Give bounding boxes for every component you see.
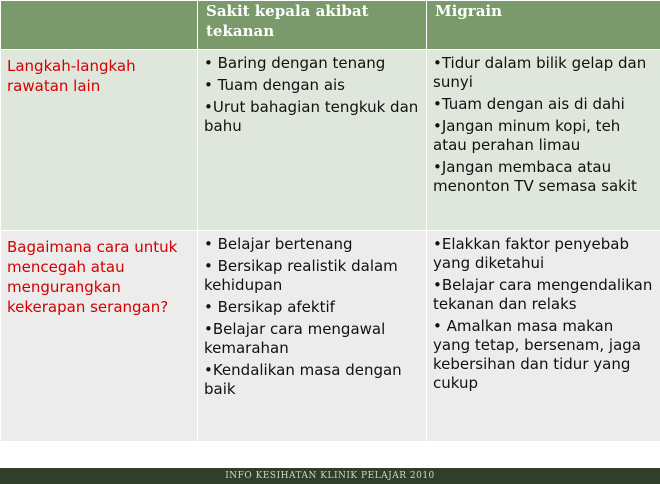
row-label-cell bbox=[1, 50, 198, 231]
header-row bbox=[1, 1, 660, 50]
list-item: •Elakkan faktor penyebab yang diketahui bbox=[433, 235, 630, 272]
list-item: •Jangan membaca atau menonton TV semasa sakit bbox=[433, 158, 637, 195]
row-label-cell bbox=[1, 231, 198, 442]
header-tension-headache: Sakit kepala akibat tekanan bbox=[206, 2, 369, 40]
list-item: • Baring dengan tenang bbox=[204, 54, 386, 72]
tension-prevention-list bbox=[198, 231, 426, 399]
migraine-treatment-cell bbox=[427, 50, 660, 231]
list-item: •Belajar cara mengawal kemarahan bbox=[204, 320, 386, 357]
header-cell-empty bbox=[1, 1, 198, 50]
table-row-other-treatment bbox=[1, 50, 660, 231]
list-item: • Bersikap realistik dalam kehidupan bbox=[204, 257, 398, 294]
table-row-prevention bbox=[1, 231, 660, 442]
list-item: • Belajar bertenang bbox=[204, 235, 353, 253]
list-item: •Urut bahagian tengkuk dan bahu bbox=[204, 98, 419, 135]
tension-prevention-cell bbox=[198, 231, 427, 442]
list-item: • Amalkan masa makan yang tetap, bersenam, jaga kebersihan dan tidur yang cukup bbox=[433, 317, 641, 392]
header-cell-migraine bbox=[427, 1, 660, 50]
list-item: •Jangan minum kopi, teh atau perahan limau bbox=[433, 117, 621, 154]
header-migraine: Migrain bbox=[435, 2, 503, 20]
migraine-prevention-list bbox=[427, 231, 660, 393]
footer-text: INFO KESIHATAN KLINIK PELAJAR 2010 bbox=[225, 471, 435, 481]
migraine-treatment-list bbox=[427, 50, 660, 196]
row-label-prevention: Bagaimana cara untuk mencegah atau mengurangkan kekerapan serangan? bbox=[7, 238, 178, 316]
list-item: • Tuam dengan ais bbox=[204, 76, 345, 94]
row-label-other-treatment: Langkah-langkah rawatan lain bbox=[7, 57, 136, 95]
list-item: •Belajar cara mengendalikan tekanan dan relaks bbox=[433, 276, 653, 313]
tension-treatment-cell bbox=[198, 50, 427, 231]
migraine-prevention-cell bbox=[427, 231, 660, 442]
list-item: •Tuam dengan ais di dahi bbox=[433, 95, 625, 113]
list-item: • Bersikap afektif bbox=[204, 298, 335, 316]
list-item: •Tidur dalam bilik gelap dan sunyi bbox=[433, 54, 647, 91]
header-cell-tension-headache bbox=[198, 1, 427, 50]
list-item: •Kendalikan masa dengan baik bbox=[204, 361, 402, 398]
tension-treatment-list bbox=[198, 50, 426, 136]
